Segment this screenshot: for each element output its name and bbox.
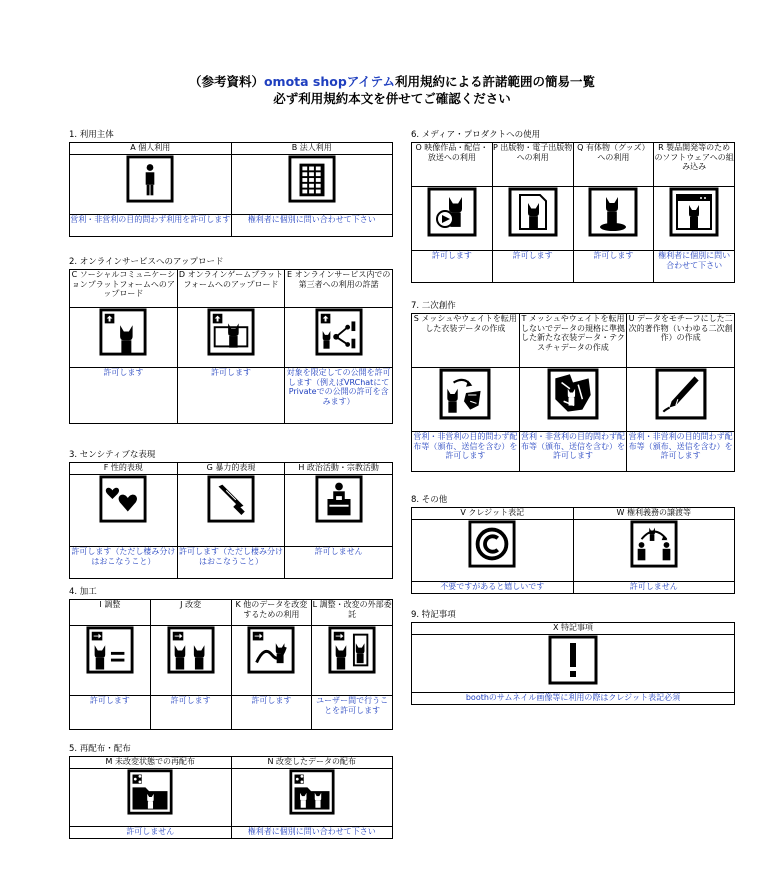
header-row: [70, 600, 393, 626]
license-table: [69, 599, 393, 730]
goods-icon: [588, 187, 638, 237]
pictogram-cell: [312, 626, 393, 696]
knife-icon: [207, 475, 255, 523]
section-sensitive-expression: [69, 449, 393, 579]
use-for-modify-icon: [247, 626, 295, 674]
icon-row: [412, 635, 735, 693]
permission-text: 許可します（ただし棲み分けはおこなうこと）: [70, 547, 178, 579]
redistribute-icon: [127, 769, 173, 815]
permission-text: 不要ですがあると嬉しいです: [412, 582, 574, 594]
section-processing: [69, 586, 393, 730]
pictogram-cell: [231, 769, 393, 827]
pictogram-cell: [70, 769, 232, 827]
category-label: F 性的表現: [70, 463, 178, 475]
building-icon: [288, 155, 336, 203]
category-label: Q 有体物（グッズ）への利用: [573, 143, 654, 187]
modify-icon: [167, 626, 215, 674]
permission-text: 営利・非営利の目的問わず配布等（頒布、送信を含む）を許可します: [519, 432, 627, 472]
header-row: [412, 508, 735, 520]
category-label: M 未改変状態での再配布: [70, 757, 232, 769]
permission-text: 許可しません: [285, 547, 393, 579]
section-online-upload: [69, 256, 393, 424]
icon-row: [412, 368, 735, 432]
section-title: 9. 特記事項: [411, 610, 456, 620]
section-title: 7. 二次創作: [411, 301, 456, 311]
pictogram-cell: [231, 155, 393, 215]
upload-social-icon: [99, 308, 147, 356]
title-suffix: 利用規約による許諾範囲の簡易一覧: [395, 74, 596, 89]
outsource-icon: [328, 626, 376, 674]
permission-text: 許可します: [177, 368, 285, 424]
icon-row: [70, 626, 393, 696]
category-label: K 他のデータを改変するための利用: [231, 600, 312, 626]
software-icon: [669, 187, 719, 237]
section-title: 8. その他: [411, 495, 448, 505]
pictogram-cell: [412, 368, 520, 432]
permission-text: 許可します: [573, 251, 654, 283]
license-table: [69, 269, 393, 424]
permission-text: 権利者に個別に問い合わせて下さい: [231, 215, 393, 237]
icon-row: [70, 475, 393, 547]
category-label: D オンラインゲームプラットフォームへのアップロード: [177, 270, 285, 308]
permission-text: 許可します（ただし棲み分けはおこなうこと）: [177, 547, 285, 579]
category-label: P 出版物・電子出版物への利用: [492, 143, 573, 187]
section-other: [411, 494, 735, 594]
pictogram-cell: [285, 475, 393, 547]
pictogram-cell: [654, 187, 735, 251]
section-usage-subject: [69, 129, 393, 237]
category-label: U データをモチーフにした二次的著作物（いわゆる二次創作）の作成: [627, 314, 735, 368]
permission-row: [70, 547, 393, 579]
category-label: W 権利義務の譲渡等: [573, 508, 735, 520]
title-prefix: （参考資料）: [188, 74, 264, 89]
permission-text: 許可します: [231, 696, 312, 730]
permission-text: 許可しません: [573, 582, 735, 594]
permission-text: 許可します: [70, 368, 178, 424]
icon-row: [412, 520, 735, 582]
pictogram-cell: [412, 635, 735, 693]
pictogram-cell: [177, 475, 285, 547]
permission-row: [412, 582, 735, 594]
header-row: [412, 314, 735, 368]
title-brand: omota shopアイテム: [263, 74, 396, 89]
section-title: 2. オンラインサービスへのアップロード: [69, 257, 224, 267]
pictogram-cell: [70, 308, 178, 368]
section-derivative-works: [411, 300, 735, 472]
category-label: X 特記事項: [412, 623, 735, 635]
pictogram-cell: [573, 187, 654, 251]
pictogram-cell: [70, 475, 178, 547]
pictogram-cell: [150, 626, 231, 696]
section-title: 1. 利用主体: [69, 130, 114, 140]
pictogram-cell: [492, 187, 573, 251]
category-label: E オンラインサービス内での第三者への利用の許諾: [285, 270, 393, 308]
adjust-icon: [86, 626, 134, 674]
pictogram-cell: [412, 520, 574, 582]
permission-text: ユーザー間で行うことを許可します: [312, 696, 393, 730]
permission-text: 営利・非営利の目的問わず配布等（頒布、送信を含む）を許可します: [412, 432, 520, 472]
permission-text: boothのサムネイル画像等に利用の際はクレジット表記必須: [412, 693, 735, 705]
section-title: 5. 再配布・配布: [69, 744, 131, 754]
license-table: [411, 622, 735, 705]
person-icon: [126, 155, 174, 203]
publication-icon: [508, 187, 558, 237]
permission-text: 営利・非営利の目的問わず配布等（頒布、送信を含む）を許可します: [627, 432, 735, 472]
pen-icon: [655, 368, 707, 420]
category-label: L 調整・改変の外部委託: [312, 600, 393, 626]
license-table: [411, 142, 735, 283]
permission-text: 権利者に個別に問い合わせて下さい: [654, 251, 735, 283]
license-table: [69, 142, 393, 237]
license-table: [69, 756, 393, 839]
category-label: T メッシュやウェイトを転用しないでデータの規格に準拠した新たな衣装データ・テクスチャデータの作成: [519, 314, 627, 368]
category-label: O 映像作品・配信・放送への利用: [412, 143, 493, 187]
permission-text: 許可します: [150, 696, 231, 730]
transfer-rights-icon: [630, 520, 678, 568]
upload-game-icon: [207, 308, 255, 356]
category-label: G 暴力的表現: [177, 463, 285, 475]
section-special-notes: [411, 609, 735, 705]
permission-row: [70, 368, 393, 424]
section-title: 3. センシティブな表現: [69, 450, 156, 460]
category-label: A 個人利用: [70, 143, 232, 155]
permission-row: [412, 432, 735, 472]
pictogram-cell: [70, 155, 232, 215]
permission-text: 権利者に個別に問い合わせて下さい: [231, 827, 393, 839]
pictogram-cell: [231, 626, 312, 696]
icon-row: [70, 308, 393, 368]
category-label: V クレジット表記: [412, 508, 574, 520]
category-label: J 改変: [150, 600, 231, 626]
license-table: [411, 507, 735, 594]
header-row: [70, 463, 393, 475]
distribute-modified-icon: [289, 769, 335, 815]
category-label: H 政治活動・宗教活動: [285, 463, 393, 475]
permission-row: [70, 827, 393, 839]
header-row: [412, 623, 735, 635]
section-media-products: [411, 129, 735, 283]
pictogram-cell: [70, 626, 151, 696]
icon-row: [70, 155, 393, 215]
permission-row: [70, 215, 393, 237]
category-label: N 改変したデータの配布: [231, 757, 393, 769]
pictogram-cell: [177, 308, 285, 368]
license-table: [69, 462, 393, 579]
category-label: S メッシュやウェイトを転用した衣装データの作成: [412, 314, 520, 368]
pictogram-cell: [627, 368, 735, 432]
mesh-transfer-icon: [439, 368, 491, 420]
podium-icon: [315, 475, 363, 523]
pictogram-cell: [573, 520, 735, 582]
copyright-icon: [468, 520, 516, 568]
category-label: I 調整: [70, 600, 151, 626]
header-row: [412, 143, 735, 187]
permission-text: 許可します: [492, 251, 573, 283]
header-row: [70, 757, 393, 769]
pictogram-cell: [285, 308, 393, 368]
permission-row: [412, 251, 735, 283]
category-label: C ソーシャルコミュニケーションプラットフォームへのアップロード: [70, 270, 178, 308]
permission-row: [70, 696, 393, 730]
category-label: R 製品開発等のためのソフトウェアへの組み込み: [654, 143, 735, 187]
section-title: 4. 加工: [69, 587, 97, 597]
permission-text: 対象を限定しての公開を許可します（例えばVRChatにてPrivateでの公開の許可を含みます）: [285, 368, 393, 424]
license-table: [411, 313, 735, 472]
section-distribution: [69, 743, 393, 839]
share-third-party-icon: [315, 308, 363, 356]
header-row: [70, 143, 393, 155]
pictogram-cell: [519, 368, 627, 432]
category-label: B 法人利用: [231, 143, 393, 155]
permission-text: 許可します: [412, 251, 493, 283]
icon-row: [412, 187, 735, 251]
header-row: [70, 270, 393, 308]
doc-title-line2: 必ず利用規約本文を併せてご確認ください: [273, 91, 511, 106]
hearts-icon: [99, 475, 147, 523]
section-title: 6. メディア・プロダクトへの使用: [411, 130, 541, 140]
doc-title-line1: [0, 74, 784, 90]
permission-text: 許可しません: [70, 827, 232, 839]
permission-row: [412, 693, 735, 705]
permission-text: 営利・非営利の目的問わず利用を許可します: [70, 215, 232, 237]
pictogram-cell: [412, 187, 493, 251]
new-costume-icon: [547, 368, 599, 420]
video-icon: [427, 187, 477, 237]
exclamation-icon: [548, 635, 598, 685]
permission-text: 許可します: [70, 696, 151, 730]
icon-row: [70, 769, 393, 827]
